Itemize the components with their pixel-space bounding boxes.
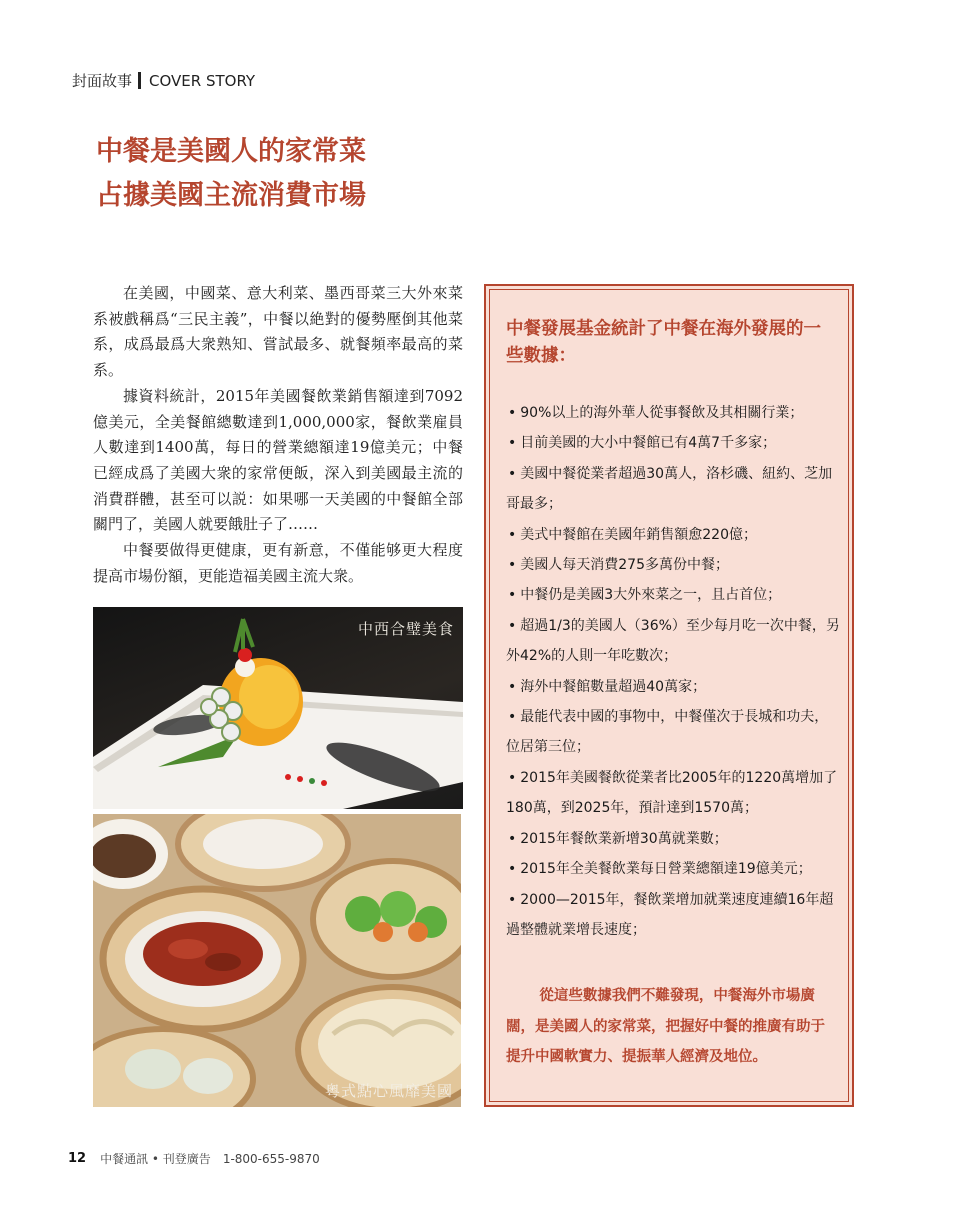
page-number: 12 xyxy=(68,1151,87,1166)
statistics-list xyxy=(506,398,841,945)
list-item: • 中餐仍是美國3大外來菜之一，且占首位； xyxy=(506,580,841,610)
body-paragraph: 中餐要做得更健康，更有新意，不僅能够更大程度提高市場份額，更能造福美國主流大衆。 xyxy=(93,541,463,585)
photo-caption-bottom: 粵式點心風靡美國 xyxy=(325,1082,454,1100)
list-item: • 目前美國的大小中餐館已有4萬7千多家； xyxy=(506,428,841,458)
dim-sum-illustration xyxy=(93,814,461,1107)
list-item: • 2015年全美餐飲業每日營業總額達19億美元； xyxy=(506,854,841,884)
list-item: • 最能代表中國的事物中，中餐僅次于長城和功夫，位居第三位； xyxy=(506,702,841,763)
dim-sum-photo xyxy=(93,814,461,1107)
list-item: • 90%以上的海外華人從事餐飲及其相關行業； xyxy=(506,398,841,428)
list-item: • 美國人每天消費275多萬份中餐； xyxy=(506,550,841,580)
list-item: • 2015年餐飲業新增30萬就業數； xyxy=(506,824,841,854)
photo-caption-top: 中西合璧美食 xyxy=(358,620,455,638)
article-body xyxy=(93,281,463,589)
body-paragraph: 據資料統計，2015年美國餐飲業銷售額達到7092億美元，全美餐館總數達到1,000,000家，餐飲業雇員人數達到1400萬，每日的營業總額達19億美元；中餐已經成爲了美國大衆的家常便飯，深入到美國最主流的消費群體，甚至可以説：如果哪一天美國的中餐館全部關門了，美國人就要餓肚子了…… xyxy=(93,386,463,534)
statistics-box-title: 中餐發展基金統計了中餐在海外發展的一些數據： xyxy=(506,319,821,366)
list-item: • 美式中餐館在美國年銷售額愈220億； xyxy=(506,520,841,550)
title-line-1: 中餐是美國人的家常菜 xyxy=(96,136,366,167)
list-item: • 2000—2015年，餐飲業增加就業速度連續16年超過整體就業增長速度； xyxy=(506,885,841,946)
body-paragraph: 在美國，中國菜、意大利菜、墨西哥菜三大外來菜系被戲稱爲“三民主義”，中餐以絶對的優勢壓倒其他菜系，成爲最爲大衆熟知、嘗試最多、就餐頻率最高的菜系。 xyxy=(93,284,463,380)
page-footer xyxy=(68,1150,320,1167)
section-header xyxy=(72,70,255,91)
list-item: • 超過1/3的美國人（36%）至少每月吃一次中餐，另外42%的人則一年吃數次； xyxy=(506,611,841,672)
section-label-cn: 封面故事 xyxy=(72,72,133,90)
list-item: • 2015年美國餐飲從業者比2005年的1220萬增加了180萬，到2025年，預計達到1570萬； xyxy=(506,763,841,824)
fusion-dish-photo xyxy=(93,607,463,809)
phone-number: 1-800-655-9870 xyxy=(222,1151,320,1166)
title-line-2: 占據美國主流消費市場 xyxy=(96,180,366,211)
section-label-en: COVER STORY xyxy=(149,71,256,90)
statistics-box xyxy=(484,284,854,1107)
article-title xyxy=(96,130,366,218)
section-divider xyxy=(138,72,141,89)
statistics-conclusion: 從這些數據我們不難發現，中餐海外市場廣闊，是美國人的家常菜，把握好中餐的推廣有助于提升中國軟實力、提振華人經濟及地位。 xyxy=(506,988,825,1065)
publication-name: 中餐通訊 • 刊登廣告 xyxy=(100,1152,211,1166)
list-item: • 美國中餐從業者超過30萬人，洛杉磯、紐約、芝加哥最多； xyxy=(506,459,841,520)
list-item: • 海外中餐館數量超過40萬家； xyxy=(506,672,841,702)
